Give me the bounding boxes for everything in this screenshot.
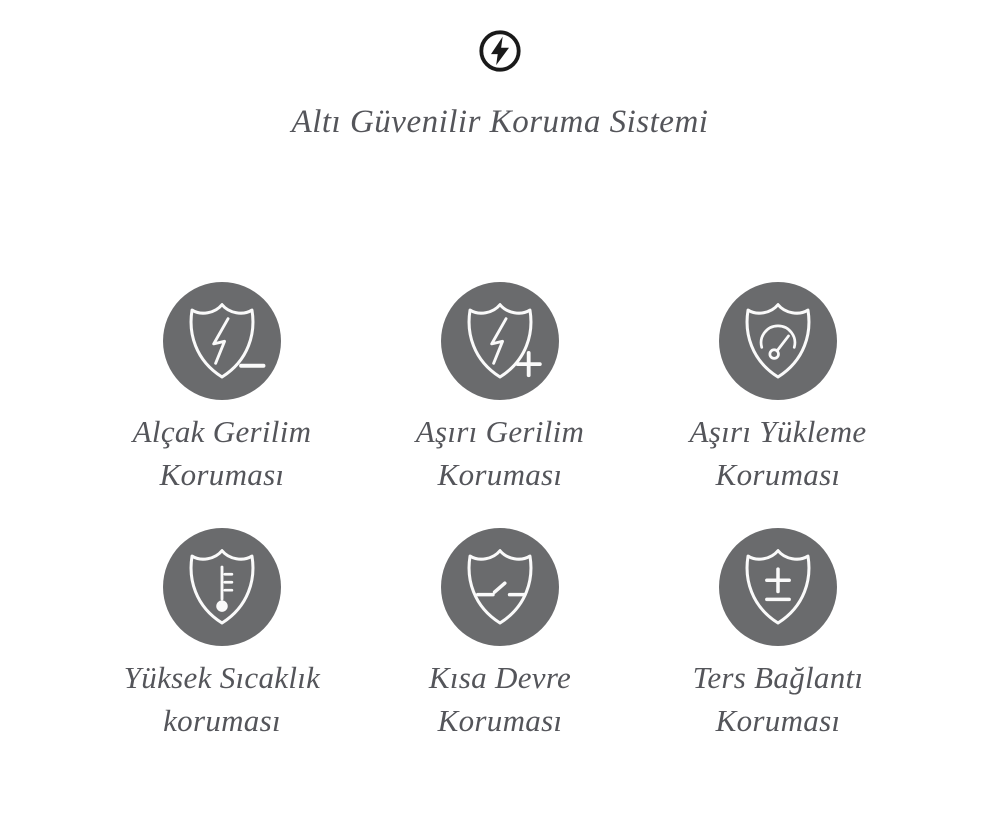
protection-card-over-voltage: [361, 282, 639, 496]
protection-card-high-temperature: [83, 528, 361, 742]
protection-label: Kısa Devre Koruması: [428, 660, 572, 738]
shield-thermometer-icon: [163, 528, 281, 646]
protection-label: Alçak Gerilim Koruması: [132, 414, 312, 492]
page-title: Altı Güvenilir Koruma Sistemi: [291, 104, 709, 140]
shield-switch-icon: [441, 528, 559, 646]
lightning-bolt-circle-icon: [477, 28, 523, 74]
protection-label: Aşırı Yükleme Koruması: [689, 414, 867, 492]
protection-label: Aşırı Gerilim Koruması: [415, 414, 585, 492]
shield-gauge-icon: [719, 282, 837, 400]
protection-label: Yüksek Sıcaklık koruması: [123, 660, 321, 738]
protection-row-2: [83, 528, 917, 742]
protection-card-short-circuit: [361, 528, 639, 742]
protection-label: Ters Bağlantı Koruması: [692, 660, 864, 738]
protection-card-overload: [639, 282, 917, 496]
shield-lightning-plus-icon: [441, 282, 559, 400]
shield-plus-minus-icon: [719, 528, 837, 646]
shield-lightning-minus-icon: [163, 282, 281, 400]
protection-card-reverse-connection: [639, 528, 917, 742]
protection-row-1: [83, 282, 917, 496]
protection-card-low-voltage: [83, 282, 361, 496]
